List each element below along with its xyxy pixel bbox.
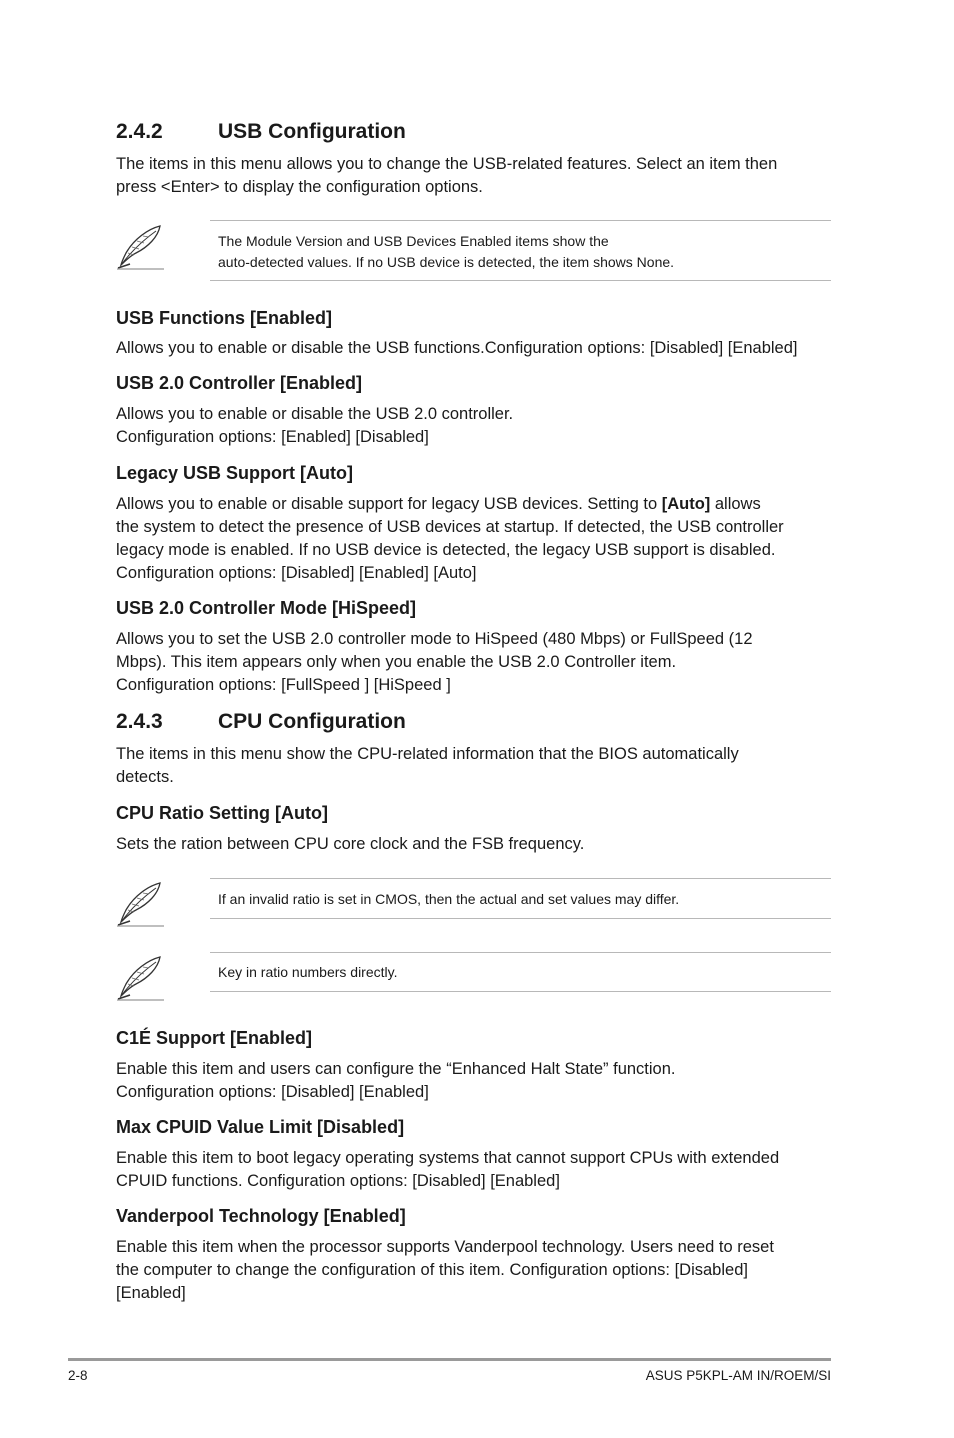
section-heading-usb-configuration <box>116 120 406 144</box>
text-line: Enable this item when the processor supports Vanderpool technology. Users need to reset <box>116 1238 774 1256</box>
text-line: Allows you to enable or disable the USB functions.Configuration options: [Disabled] [Enabled] <box>116 339 798 357</box>
item-description <box>116 628 836 697</box>
item-description <box>116 337 836 360</box>
text-line: Enable this item to boot legacy operating systems that cannot support CPUs with extended <box>116 1149 780 1167</box>
section-title: USB Configuration <box>218 120 406 143</box>
section-number: 2.4.3 <box>116 710 163 733</box>
text-line: The items in this menu show the CPU-related information that the BIOS automatically <box>116 745 739 763</box>
text-line: Mbps). This item appears only when you enable the USB 2.0 Controller item. <box>116 653 677 671</box>
item-description <box>116 833 836 856</box>
text-line: Allows you to enable or disable the USB 2.0 controller. <box>116 405 514 423</box>
note-box <box>210 952 831 992</box>
item-description <box>116 1058 836 1104</box>
bold-value: [Auto] <box>661 495 711 513</box>
note-box <box>210 220 831 281</box>
note-box <box>210 878 831 919</box>
manual-name: ASUS P5KPL-AM IN/ROEM/SI <box>645 1368 831 1383</box>
feather-pen-icon <box>114 954 166 1002</box>
note-text: Key in ratio numbers directly. <box>218 964 398 980</box>
cpu-intro-paragraph <box>116 743 836 789</box>
page-number: 2-8 <box>68 1368 88 1383</box>
item-heading-cpu-ratio: CPU Ratio Setting [Auto] <box>116 803 328 823</box>
item-heading-usb20-mode: USB 2.0 Controller Mode [HiSpeed] <box>116 598 417 618</box>
text-line: legacy mode is enabled. If no USB device is detected, the legacy USB support is disabled. <box>116 541 776 559</box>
text-run: Allows you to enable or disable support for legacy USB devices. Setting to <box>116 495 662 513</box>
section-number: 2.4.2 <box>116 120 163 143</box>
text-line: auto-detected values. If no USB device is detected, the item shows None. <box>218 254 675 270</box>
usb-intro-paragraph <box>116 153 836 199</box>
text-line: Sets the ration between CPU core clock and the FSB frequency. <box>116 835 585 853</box>
text-line: The Module Version and USB Devices Enabled items show the <box>218 233 609 249</box>
text-line <box>116 493 836 516</box>
item-heading-max-cpuid: Max CPUID Value Limit [Disabled] <box>116 1117 405 1137</box>
item-description <box>116 403 836 449</box>
text-line: Configuration options: [FullSpeed ] [HiSpeed ] <box>116 676 451 694</box>
section-title: CPU Configuration <box>218 710 406 733</box>
footer-divider <box>68 1358 831 1361</box>
text-line: The items in this menu allows you to change the USB-related features. Select an item then <box>116 155 778 173</box>
text-line: Configuration options: [Enabled] [Disabled] <box>116 428 429 446</box>
text-line: the computer to change the configuration of this item. Configuration options: [Disabled] <box>116 1261 748 1279</box>
item-description <box>116 493 836 585</box>
item-description <box>116 1236 836 1305</box>
text-run: allows <box>710 495 761 513</box>
text-line: Allows you to set the USB 2.0 controller mode to HiSpeed (480 Mbps) or FullSpeed (12 <box>116 630 753 648</box>
section-heading-cpu-configuration <box>116 710 406 734</box>
text-line: Configuration options: [Disabled] [Enabled] <box>116 1083 429 1101</box>
feather-pen-icon <box>114 880 166 928</box>
text-line: [Enabled] <box>116 1284 186 1302</box>
text-line: the system to detect the presence of USB devices at startup. If detected, the USB controller <box>116 518 784 536</box>
text-line: Configuration options: [Disabled] [Enabled] [Auto] <box>116 564 477 582</box>
note-text <box>218 231 674 273</box>
text-line: press <Enter> to display the configuration options. <box>116 178 483 196</box>
note-text: If an invalid ratio is set in CMOS, then the actual and set values may differ. <box>218 891 680 907</box>
item-heading-usb20-controller: USB 2.0 Controller [Enabled] <box>116 373 363 393</box>
item-heading-legacy-usb: Legacy USB Support [Auto] <box>116 463 353 483</box>
item-heading-c1e: C1É Support [Enabled] <box>116 1028 313 1048</box>
text-line: Enable this item and users can configure the “Enhanced Halt State” function. <box>116 1060 676 1078</box>
item-description <box>116 1147 836 1193</box>
text-line: CPUID functions. Configuration options: [Disabled] [Enabled] <box>116 1172 560 1190</box>
item-heading-usb-functions: USB Functions [Enabled] <box>116 308 332 328</box>
text-line: detects. <box>116 768 174 786</box>
item-heading-vanderpool: Vanderpool Technology [Enabled] <box>116 1206 406 1226</box>
feather-pen-icon <box>114 223 166 271</box>
